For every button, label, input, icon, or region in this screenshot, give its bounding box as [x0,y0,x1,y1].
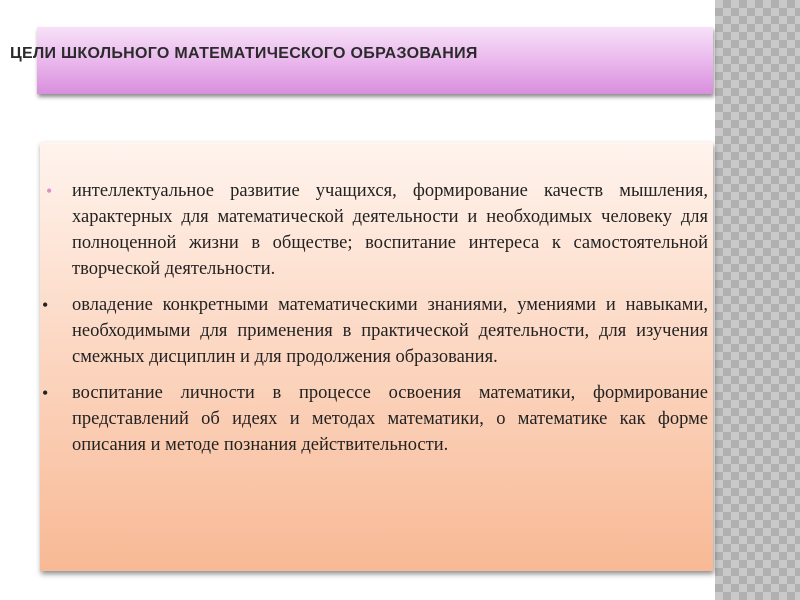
list-item [0,178,708,282]
list-item [0,292,708,370]
decorative-side-pattern [715,0,800,600]
list-item-text: воспитание личности в процессе освоения математики, формирование представлений об идеях и методах математики, о математике как форме описания и методе познания действительности. [72,383,708,455]
list-item-text: интеллектуальное развитие учащихся, формирование качеств мышления, характерных для математической деятельности и необходимых человеку для полноценной жизни в обществе; воспитание интереса к самостоятельной творческой деятельности. [72,181,708,279]
list-item [0,380,708,458]
bullet-icon: • [42,295,49,315]
list-item-text: овладение конкретными математическими знаниями, умениями и навыками, необходимыми для применения в практической деятельности, для изучения смежных дисциплин и для продолжения образования. [72,295,708,367]
goals-list [0,178,708,468]
bullet-icon: • [46,181,53,201]
slide-title: ЦЕЛИ ШКОЛЬНОГО МАТЕМАТИЧЕСКОГО ОБРАЗОВАНИЯ [10,45,478,62]
bullet-icon: • [42,383,49,403]
